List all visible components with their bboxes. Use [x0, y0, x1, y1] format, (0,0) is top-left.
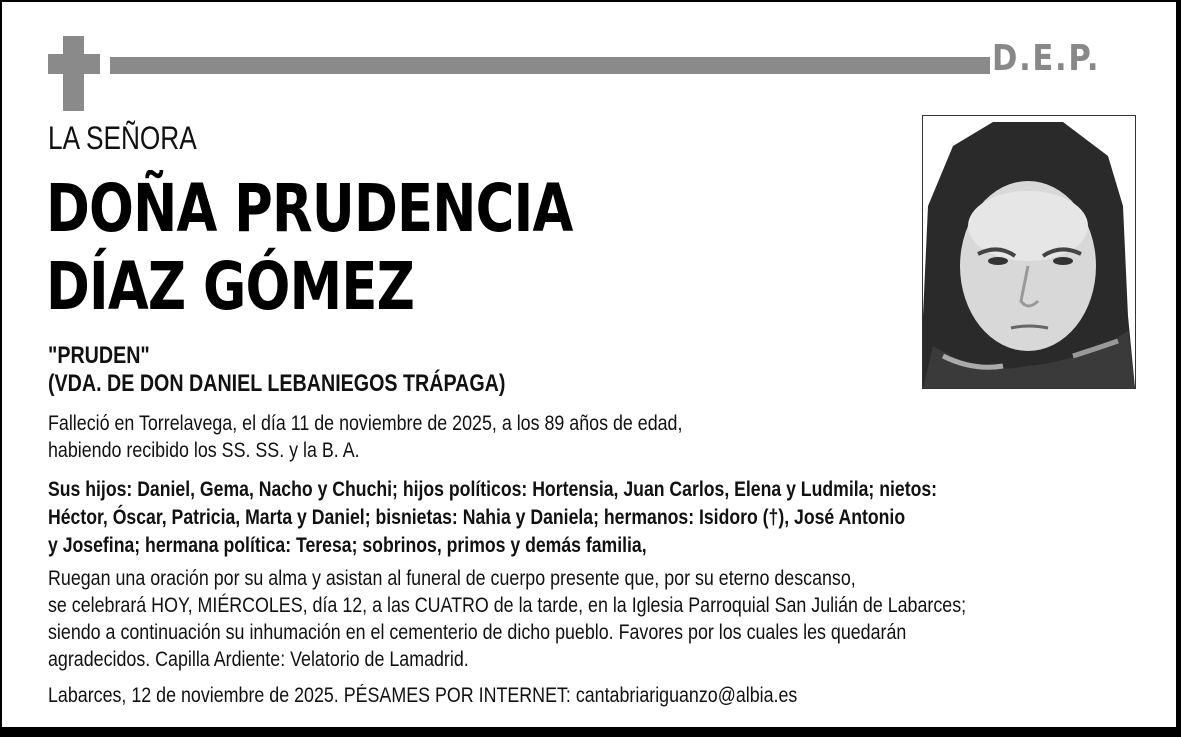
bottom-border: [0, 727, 1181, 737]
ceremony-line: se celebrará HOY, MIÉRCOLES, día 12, a las CUATRO de la tarde, en la Iglesia Parroquial San Julián de Labarces;: [48, 594, 967, 617]
family-list: [48, 476, 937, 560]
death-notice-line: Falleció en Torrelavega, el día 11 de noviembre de 2025, a los 89 años de edad,: [48, 412, 683, 435]
ceremony-line: Ruegan una oración por su alma y asistan al funeral de cuerpo presente que, por su eterno descanso,: [48, 567, 856, 590]
portrait-image: [923, 116, 1135, 388]
ceremony-line: agradecidos. Capilla Ardiente: Velatorio de Lamadrid.: [48, 648, 469, 671]
ceremony-notice: [48, 565, 966, 673]
header-rule: [110, 57, 990, 74]
footer-text: Labarces, 12 de noviembre de 2025. PÉSAMES POR INTERNET: cantabriariguanzo@albia.es: [48, 684, 798, 707]
portrait-photo: [922, 115, 1136, 389]
dep-label: D.E.P.: [992, 38, 1101, 79]
widow-of: (VDA. DE DON DANIEL LEBANIEGOS TRÁPAGA): [48, 370, 506, 397]
family-line: y Josefina; hermana política: Teresa; sobrinos, primos y demás familia,: [48, 534, 647, 557]
deceased-name-line1: DOÑA PRUDENCIA: [46, 170, 573, 247]
family-line: Sus hijos: Daniel, Gema, Nacho y Chuchi; hijos políticos: Hortensia, Juan Carlos, Elena y Ludmila; nietos:: [48, 478, 938, 501]
cross-icon-arm: [48, 54, 100, 74]
title-label: LA SEÑORA: [48, 120, 197, 156]
ceremony-line: siendo a continuación su inhumación en el cementerio de dicho pueblo. Favores por los cuales les quedarán: [48, 621, 907, 644]
deceased-name-line2: DÍAZ GÓMEZ: [46, 248, 415, 325]
death-notice: [48, 410, 682, 464]
death-notice-line: habiendo recibido los SS. SS. y la B. A.: [48, 439, 360, 462]
obituary-card: [2, 2, 1176, 727]
family-line: Héctor, Óscar, Patricia, Marta y Daniel; bisnietas: Nahia y Daniela; hermanos: Isidoro (†), José Antonio: [48, 506, 906, 529]
nickname: "PRUDEN": [48, 342, 150, 369]
